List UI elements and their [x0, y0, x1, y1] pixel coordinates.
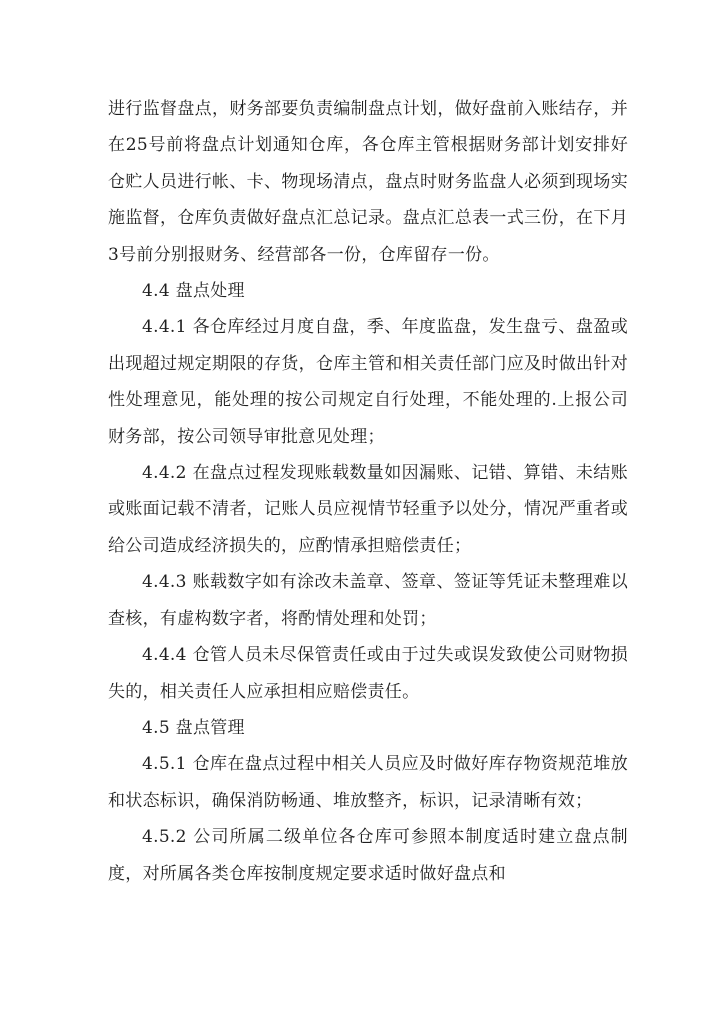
paragraph-4-4-3: 4.4.3 账载数字如有涂改未盖章、签章、签证等凭证未整理难以查核，有虚构数字者，将酌情处理和处罚；	[108, 572, 628, 629]
paragraph-continuation: 进行监督盘点，财务部要负责编制盘点计划，做好盘前入账结存，并在25号前将盘点计划通知仓库，各仓库主管根据财务部计划安排好仓贮人员进行帐、卡、物现场清点，盘点时财务监盘人必须到现场实施监督，仓库负责做好盘点汇总记录。盘点汇总表一式三份，在下月3号前分别报财务、经营部各一份，仓库留存一份。	[108, 99, 628, 265]
section-heading-4-5: 4.5 盘点管理	[142, 717, 245, 738]
paragraph-4-4-4: 4.4.4 仓管人员未尽保管责任或由于过失或误发致使公司财物损失的，相关责任人应承担相应赔偿责任。	[108, 645, 628, 702]
paragraph-4-4-2: 4.4.2 在盘点过程发现账载数量如因漏账、记错、算错、未结账或账面记载不清者，记账人员应视情节轻重予以处分，情况严重者或给公司造成经济损失的，应酌情承担赔偿责任；	[108, 463, 628, 556]
paragraph-4-5-2: 4.5.2 公司所属二级单位各仓库可参照本制度适时建立盘点制度，对所属各类仓库按制度规定要求适时做好盘点和	[108, 827, 628, 884]
paragraph-4-4-1: 4.4.1 各仓库经过月度自盘，季、年度监盘，发生盘亏、盘盈或出现超过规定期限的存货，仓库主管和相关责任部门应及时做出针对性处理意见，能处理的按公司规定自行处理，不能处理的.上报公司财务部，按公司领导审批意见处理；	[108, 317, 628, 447]
paragraph-4-5-1: 4.5.1 仓库在盘点过程中相关人员应及时做好库存物资规范堆放和状态标识，确保消防畅通、堆放整齐，标识，记录清晰有效；	[108, 754, 628, 811]
document-body	[108, 91, 628, 892]
section-heading-4-4: 4.4 盘点处理	[142, 281, 245, 302]
